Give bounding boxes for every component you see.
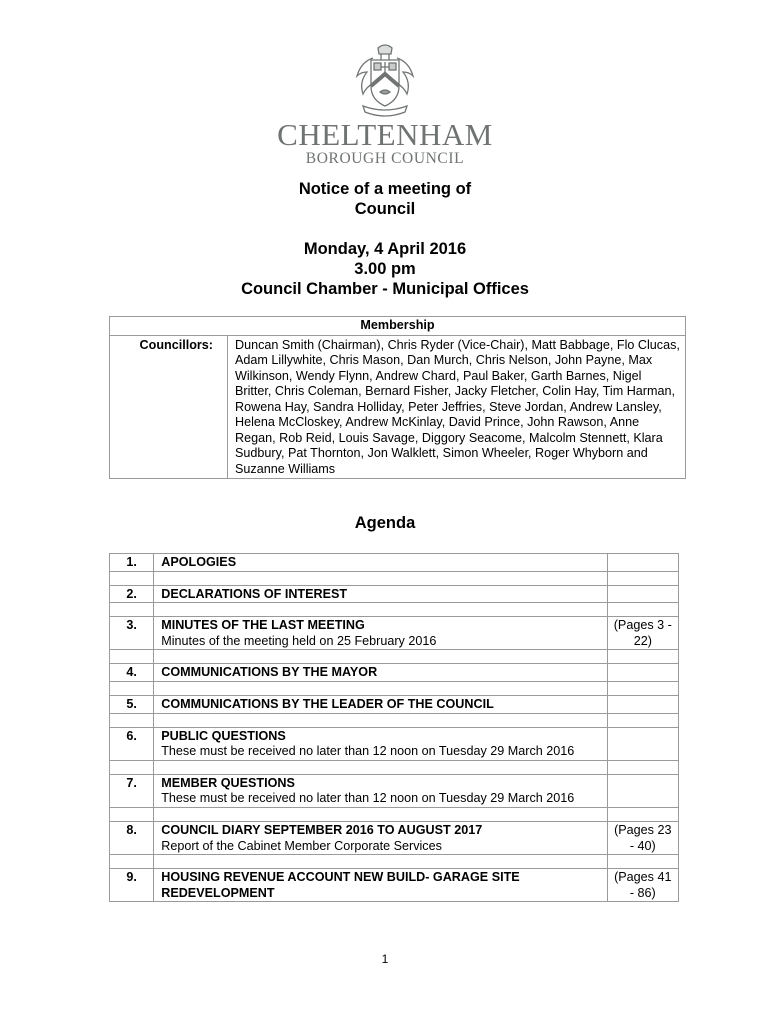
membership-heading: Membership <box>110 317 686 336</box>
agenda-item-content <box>154 821 607 854</box>
agenda-item-content <box>154 554 607 572</box>
councillors-list: Duncan Smith (Chairman), Chris Ryder (Vice-Chair), Matt Babbage, Flo Clucas, Adam Lillywhite, Chris Mason, Dan Murch, Chris Nelson, John Payne, Max Wilkinson, Wendy Flynn, Andrew Chard, Paul Baker, Garth Barnes, Nigel Britter, Chris Coleman, Bernard Fisher, Jacky Fletcher, Colin Hay, Tim Harman, Rowena Hay, Sandra Holliday, Peter Jeffries, Steve Jordan, Andrew Lansley, Helena McCloskey, Andrew McKinlay, David Prince, John Rawson, Anne Regan, Rob Reid, Louis Savage, Diggory Seacome, Malcolm Stennett, Klara Sudbury, Pat Thornton, Jon Walklett, Simon Wheeler, Roger Whyborn and Suzanne Williams <box>228 335 686 479</box>
agenda-item-number: 5. <box>110 695 154 713</box>
agenda-item-content <box>154 869 607 902</box>
council-logo-subtitle: BOROUGH COUNCIL <box>305 150 465 167</box>
agenda-item-title: COMMUNICATIONS BY THE MAYOR <box>161 665 378 680</box>
agenda-spacer-row <box>110 807 679 821</box>
agenda-item-title: PUBLIC QUESTIONS <box>161 728 286 743</box>
agenda-item-pages <box>607 695 678 713</box>
agenda-item-content <box>154 774 607 807</box>
agenda-spacer-row <box>110 760 679 774</box>
agenda-item-number: 7. <box>110 774 154 807</box>
agenda-item-title: HOUSING REVENUE ACCOUNT NEW BUILD- GARAGE SITE REDEVELOPMENT <box>161 870 520 900</box>
agenda-item-pages <box>607 774 678 807</box>
notice-line-1: Notice of a meeting of <box>298 180 472 198</box>
agenda-item-number: 6. <box>110 727 154 760</box>
agenda-spacer-row <box>110 855 679 869</box>
agenda-item-pages <box>607 664 678 682</box>
meeting-time: 3.00 pm <box>354 260 416 278</box>
agenda-item-pages: (Pages 23 - 40) <box>607 821 678 854</box>
agenda-item <box>110 774 679 807</box>
agenda-item-content <box>154 585 607 603</box>
agenda-item-pages <box>607 727 678 760</box>
agenda-item-number: 8. <box>110 821 154 854</box>
agenda-table <box>109 553 679 902</box>
council-crest-icon <box>351 42 419 120</box>
agenda-item-pages: (Pages 3 - 22) <box>607 617 678 650</box>
councillors-label: Councillors: <box>110 335 228 479</box>
agenda-item-content <box>154 617 607 650</box>
agenda-item-description: These must be received no later than 12 noon on Tuesday 29 March 2016 <box>161 791 575 806</box>
agenda-spacer-row <box>110 603 679 617</box>
agenda-item-number: 1. <box>110 554 154 572</box>
agenda-item <box>110 695 679 713</box>
agenda-item-pages <box>607 585 678 603</box>
agenda-spacer-row <box>110 713 679 727</box>
membership-table <box>109 316 686 479</box>
agenda-item-number: 4. <box>110 664 154 682</box>
council-logo-name: CHELTENHAM <box>277 117 493 152</box>
agenda-item-content <box>154 664 607 682</box>
agenda-item-description: These must be received no later than 12 noon on Tuesday 29 March 2016 <box>161 744 575 759</box>
agenda-spacer-row <box>110 681 679 695</box>
agenda-item-title: COMMUNICATIONS BY THE LEADER OF THE COUNCIL <box>161 696 494 711</box>
agenda-heading: Agenda <box>354 514 416 532</box>
agenda-spacer-row <box>110 571 679 585</box>
agenda-item-pages: (Pages 41 - 86) <box>607 869 678 902</box>
meeting-venue: Council Chamber - Municipal Offices <box>241 280 529 298</box>
agenda-item <box>110 869 679 902</box>
agenda-item-title: MINUTES OF THE LAST MEETING <box>161 618 365 633</box>
agenda-item-number: 9. <box>110 869 154 902</box>
agenda-item-title: COUNCIL DIARY SEPTEMBER 2016 TO AUGUST 2017 <box>161 822 483 837</box>
agenda-item-title: APOLOGIES <box>161 555 237 569</box>
agenda-item-number: 3. <box>110 617 154 650</box>
agenda-body <box>110 554 679 902</box>
agenda-item <box>110 585 679 603</box>
agenda-item <box>110 727 679 760</box>
agenda-item-title: MEMBER QUESTIONS <box>161 775 295 790</box>
agenda-item <box>110 821 679 854</box>
agenda-spacer-row <box>110 650 679 664</box>
agenda-item-description: Minutes of the meeting held on 25 February 2016 <box>161 633 437 648</box>
agenda-item-content <box>154 695 607 713</box>
agenda-item <box>110 617 679 650</box>
notice-line-2: Council <box>354 200 416 218</box>
page-number: 1 <box>381 952 389 966</box>
agenda-item-description: Report of the Cabinet Member Corporate Services <box>161 838 442 853</box>
agenda-item <box>110 554 679 572</box>
agenda-item-content <box>154 727 607 760</box>
meeting-details <box>0 239 770 299</box>
agenda-item <box>110 664 679 682</box>
agenda-item-title: DECLARATIONS OF INTEREST <box>161 586 348 601</box>
notice-heading <box>0 179 770 219</box>
agenda-item-pages <box>607 554 678 572</box>
meeting-date: Monday, 4 April 2016 <box>303 240 467 258</box>
agenda-item-number: 2. <box>110 585 154 603</box>
